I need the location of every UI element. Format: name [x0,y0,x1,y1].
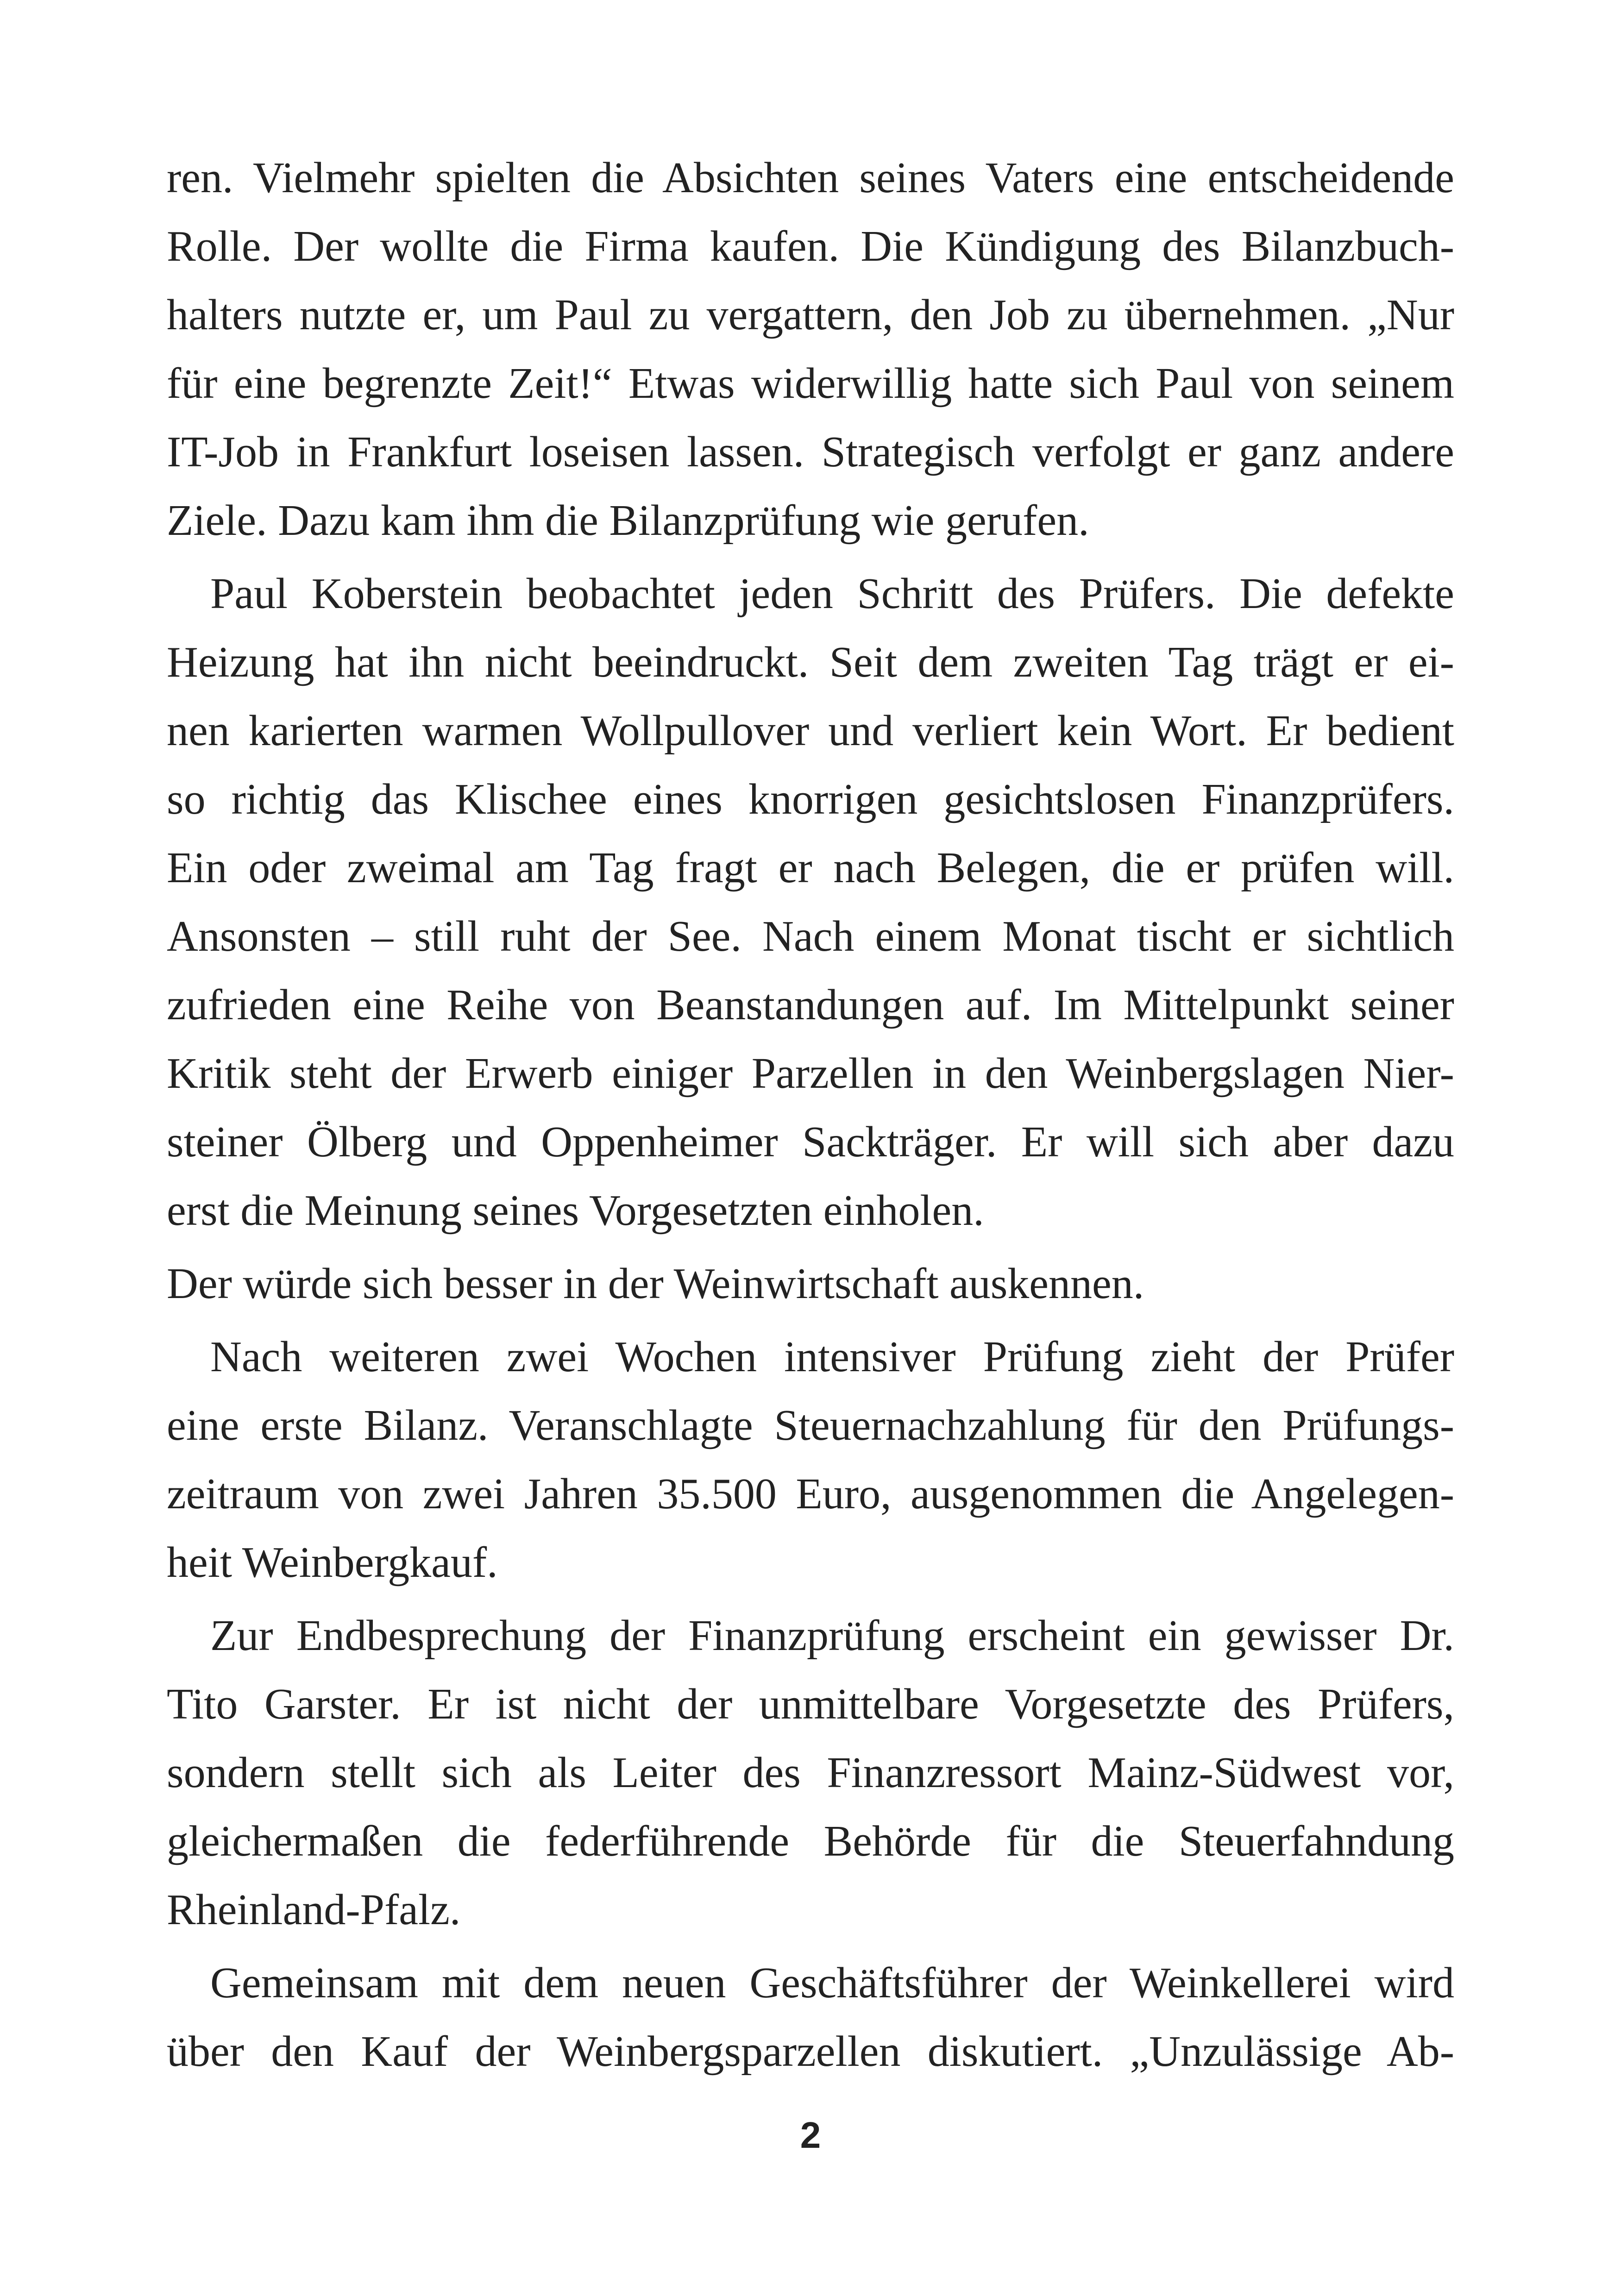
text-line: Ein oder zweimal am Tag fragt er nach Belegen, die er prüfen will. [167,844,1454,892]
paragraph [167,144,1454,555]
text-line: Paul Koberstein beobachtet jeden Schritt des Prüfers. Die defekte [210,570,1454,618]
text-line: zufrieden eine Reihe von Beanstandungen auf. Im Mittelpunkt seiner [167,981,1454,1029]
text-line: Tito Garster. Er ist nicht der unmittelbare Vorgesetzte des Prüfers, [167,1680,1454,1728]
text-line: Der würde sich besser in der Weinwirtschaft auskennen. [167,1260,1144,1308]
text-line: IT-Job in Frankfurt loseisen lassen. Strategisch verfolgt er ganz andere [167,428,1454,476]
text-line: Ziele. Dazu kam ihm die Bilanzprüfung wie gerufen. [167,496,1089,545]
body-text [167,144,1454,2086]
text-line: sondern stellt sich als Leiter des Finanzressort Mainz-Südwest vor, [167,1749,1454,1797]
text-line: gleichermaßen die federführende Behörde für die Steuerfahndung [167,1817,1454,1865]
paragraph [167,1949,1454,2086]
paragraph [167,1323,1454,1597]
text-line: steiner Ölberg und Oppenheimer Sackträger. Er will sich aber dazu [167,1118,1454,1166]
text-line: heit Weinbergkauf. [167,1538,498,1587]
text-line: Zur Endbesprechung der Finanzprüfung erscheint ein gewisser Dr. [210,1612,1454,1660]
text-line: für eine begrenzte Zeit!“ Etwas widerwillig hatte sich Paul von seinem [167,359,1454,408]
page-number: 2 [800,2114,821,2156]
text-line: eine erste Bilanz. Veranschlagte Steuernachzahlung für den Prüfungs- [167,1401,1454,1449]
text-line: ren. Vielmehr spielten die Absichten seines Vaters eine entscheidende [167,154,1454,202]
text-line: Rheinland-Pfalz. [167,1886,461,1934]
text-line: nen karierten warmen Wollpullover und verliert kein Wort. Er bedient [167,707,1454,755]
paragraph [167,1249,1454,1318]
text-line: zeitraum von zwei Jahren 35.500 Euro, ausgenommen die Angelegen- [167,1470,1454,1518]
text-line: so richtig das Klischee eines knorrigen gesichtslosen Finanzprüfers. [167,775,1454,823]
text-line: erst die Meinung seines Vorgesetzten einholen. [167,1186,984,1235]
text-line: über den Kauf der Weinbergsparzellen diskutiert. „Unzulässige Ab- [167,2027,1454,2076]
text-line: Heizung hat ihn nicht beeindruckt. Seit dem zweiten Tag trägt er ei- [167,638,1454,686]
text-line: Gemeinsam mit dem neuen Geschäftsführer der Weinkellerei wird [210,1959,1454,2007]
paragraph [167,559,1454,1245]
text-line: Ansonsten – still ruht der See. Nach einem Monat tischt er sichtlich [167,912,1454,960]
text-line: Kritik steht der Erwerb einiger Parzellen in den Weinbergslagen Nier- [167,1049,1454,1098]
text-line: halters nutzte er, um Paul zu vergattern, den Job zu übernehmen. „Nur [167,291,1454,339]
text-line: Rolle. Der wollte die Firma kaufen. Die Kündigung des Bilanzbuch- [167,222,1454,270]
text-line: Nach weiteren zwei Wochen intensiver Prüfung zieht der Prüfer [210,1333,1454,1381]
paragraph [167,1601,1454,1944]
